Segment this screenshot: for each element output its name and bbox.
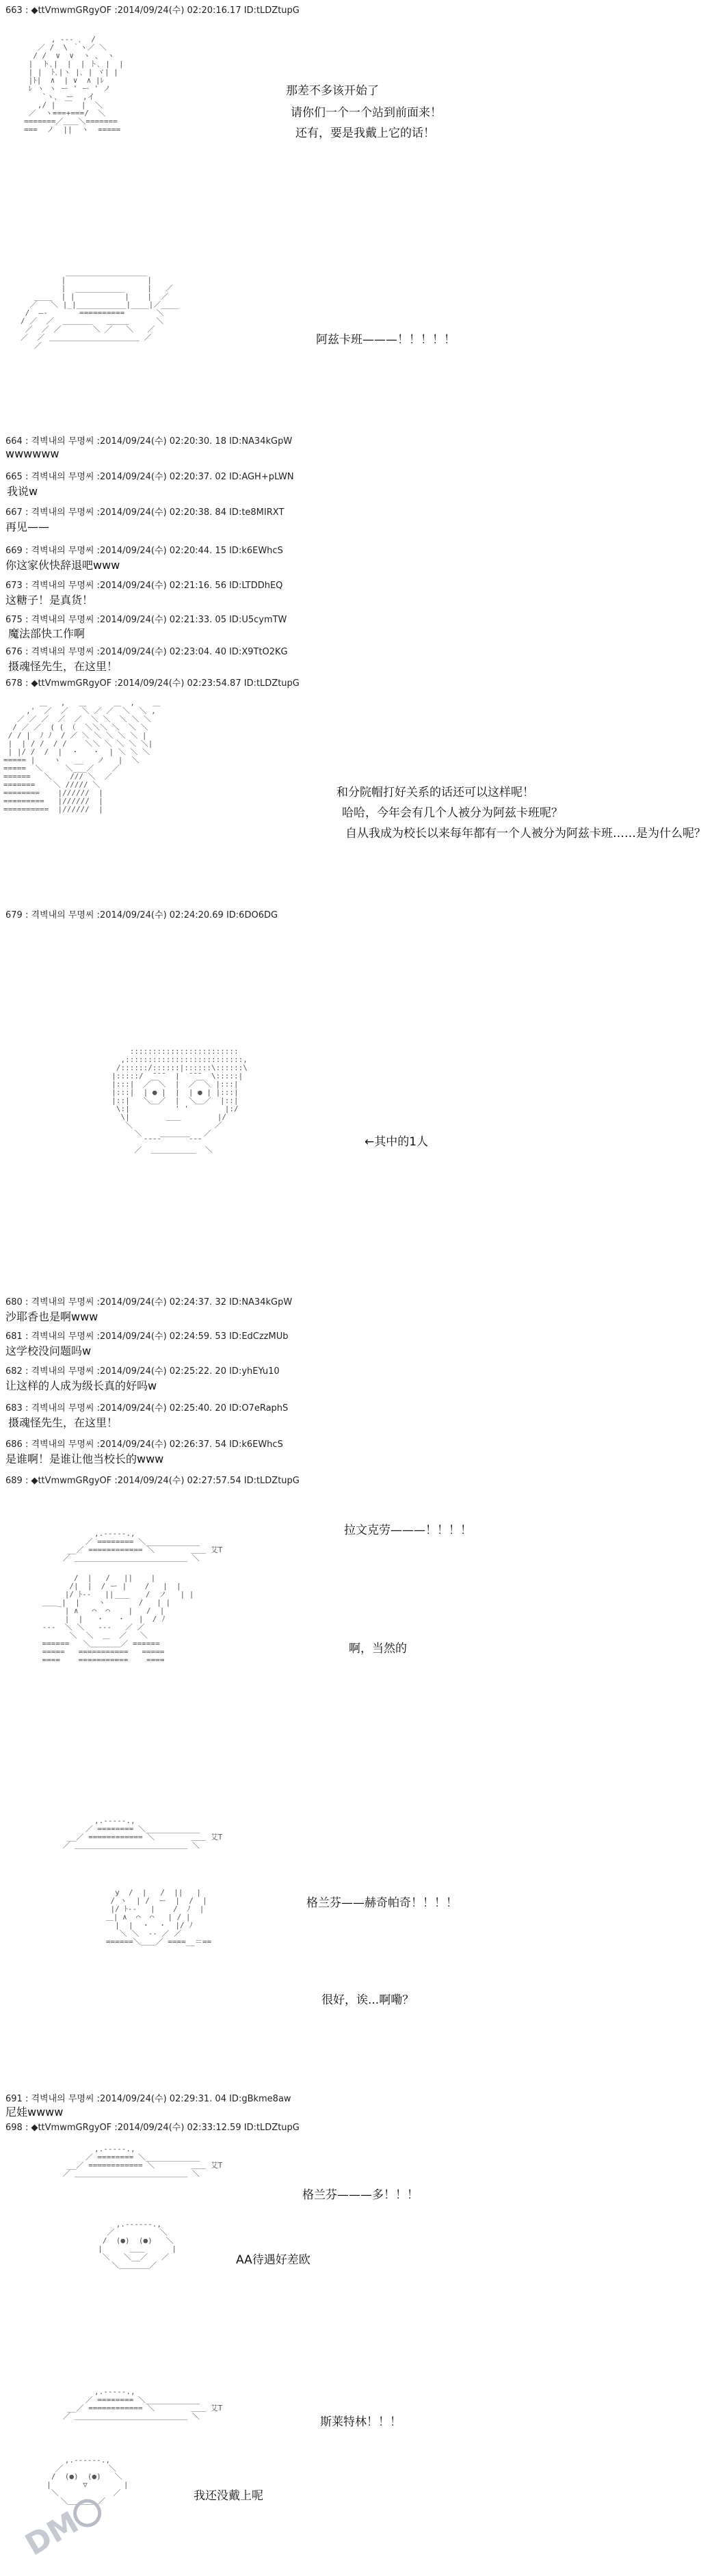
dialogue-hat-friends: 和分院帽打好关系的话还可以这样呢！ xyxy=(336,786,534,799)
ascii-art-character: , -‐‐ ､ / ／ / \ ｀ヽ／ ＼ / / ∨ ∨ ヽ 、 ヽ | ト､| | | ト､ | | | | ﾄ､|ヽ |､ | ヾ| | |ﾄ| ∧ | ∨ ∧ |ﾚ ﾚ ヽ ヽ ー ' ー ' ノ `ヽ、 ー ,イ ,/ | ￣ | ＼ ／ ヽ===+===/ ＼ =======／＿＿＼======= === ノ || ヽ ===== xyxy=(24,35,124,134)
post-body-683: 摄魂怪先生，在这里！ xyxy=(8,1416,118,1429)
ascii-art-blob: ,.-‐‐‐‐-., ／ ＼ / (●) (●) ＼ | ＿＿ | ＼ ＼__／ ／ ＼＿＿＿＿／ xyxy=(98,2220,176,2270)
ascii-art-hat: __________________ | | | ___________ | ／ ____ | | | | ／ ／ ＼ |_|___________|____|／____ / ―‐ ========== ＼ / ／ ／ ＿＿＿＿ ＿＿＿ ＼ ／ ／ ／ ＼ ／ ＼ ／ ／ ／ ＿＿＿＿＿＿＿＿＿＿＿＿ ／ ／ xyxy=(21,267,179,350)
svg-text:DM: DM xyxy=(19,2505,85,2563)
ascii-art-dumbledore: ＿ , ＿ ＿ , ＿ ,' ／ ／ ＼ ／ ／ ＼ ＼ , ／ ／ ／ ／ ／ ＼ ＼ ＼ ＼ ＼ / ／ ／ ( ( （ ＼＼＼ ＼ ＼ ＼ / / | ﾉ ﾉ / ／ ＼ ＼ ＼ ＼ ＼ | | | / / / / ＼＼ ＼ ＼ ＼ ＼| | |/ / / | ・ ・ | ＼ ＼ ＼ ===== | ヽ __ ノ | ＼ ===== ＼ ＼___／ ／ ====== ＼ /// ＼ ／ ======= ＼ ///// ＼ ======== |////// | ========= |////// | ========== |////// | xyxy=(3,698,161,814)
post-header-679: 679 : 격벽내의 무명씨 :2014/09/24(수) 02:24:20.69 ID:6DO6DG xyxy=(5,910,278,920)
dialogue-gryffindor-hufflepuff: 格兰芬——赫奇帕奇！！！！ xyxy=(306,1896,458,1910)
post-body-691: 尼娃wwww xyxy=(5,2106,64,2119)
post-header-681: 681 : 격벽내의 무명씨 :2014/09/24(수) 02:24:59. 53 ID:EdCzzMUb xyxy=(5,1331,289,1342)
post-header-664: 664 : 격벽내의 무명씨 :2014/09/24(수) 02:20:30. 18 ID:NA34kGpW xyxy=(5,436,293,447)
post-body-664: wwwwww xyxy=(5,447,60,460)
post-body-665: 我说w xyxy=(7,485,38,498)
post-header-686: 686 : 격벽내의 무명씨 :2014/09/24(수) 02:26:37. 54 ID:k6EWhcS xyxy=(5,1439,283,1450)
post-body-667: 再见—— xyxy=(5,520,50,533)
post-header-689: 689 : ◆ttVmwmGRgyOF :2014/09/24(수) 02:27:57.54 ID:tLDZtupG xyxy=(5,1476,300,1486)
post-body-669: 你这家伙快辞退吧www xyxy=(5,559,120,572)
post-body-675: 魔法部快工作啊 xyxy=(8,627,85,640)
dialogue-ravenclaw: 拉文克劳———！！！！ xyxy=(344,1524,472,1537)
dialogue-azkaban: 阿兹卡班———！！！！！ xyxy=(316,333,455,347)
post-header-678: 678 : ◆ttVmwmGRgyOF :2014/09/24(수) 02:23:54.87 ID:tLDZtupG xyxy=(5,678,300,689)
ascii-art-hat-5: ,.-‐‐‐‐., ／ ======== ＼____________ __／ ============ ＼ ＿＿ 艾T ／ ＿＿＿＿＿＿＿＿＿＿＿＿＿＿＿ ＼ xyxy=(62,2387,223,2421)
post-header-667: 667 : 격벽내의 무명씨 :2014/09/24(수) 02:20:38. 84 ID:te8MIRXT xyxy=(5,507,285,518)
ascii-art-hat-2: ,.-‐‐‐‐., ／ ======== ＼____________ __／ ============ ＼ ＿＿ 艾T ／ ＿＿＿＿＿＿＿＿＿＿＿＿＿＿＿ ＼ xyxy=(62,1529,223,1563)
dialogue-of-course: 啊，当然的 xyxy=(349,1642,407,1656)
post-body-686: 是谁啊！是谁让他当校长的www xyxy=(5,1452,164,1465)
post-header-665: 665 : 격벽내의 무명씨 :2014/09/24(수) 02:20:37. 02 ID:AGH+pLWN xyxy=(5,472,294,482)
dialogue-wear-hat: 还有，要是我戴上它的话！ xyxy=(295,127,435,140)
site-logo-watermark xyxy=(5,2489,122,2564)
post-header-682: 682 : 격벽내의 무명씨 :2014/09/24(수) 02:25:22. 20 ID:yhEYu10 xyxy=(5,1366,280,1377)
dialogue-one-of-them: ←其中的1人 xyxy=(365,1135,429,1149)
dialogue-slytherin: 斯莱特林！！！ xyxy=(320,2415,401,2429)
ascii-art-student-2: y / | / || | / ヽ | / ー | / | |/ ﾄ-‐ | / ﾉ | ＿| ∧ ⌒ ⌒ | / | | | ・ ・ |/ ﾉ ＼ ＼ ‐‐ ／ ／ ======＼＿＿／ ====__＝== xyxy=(105,1888,212,1946)
post-body-682: 让这样的人成为级长真的好吗w xyxy=(5,1379,157,1392)
ascii-art-hat-3: ,.-‐‐‐‐., ／ ======== ＼____________ __／ ============ ＼ ＿＿ 艾T ／ ＿＿＿＿＿＿＿＿＿＿＿＿＿＿＿ ＼ xyxy=(62,1816,223,1850)
dialogue-how-many: 哈哈，今年会有几个人被分为阿兹卡班呢？ xyxy=(342,806,563,820)
post-header-683: 683 : 격벽내의 무명씨 :2014/09/24(수) 02:25:40. 20 ID:O7eRaphS xyxy=(5,1403,289,1413)
dialogue-gryffindor: 格兰芬———多！！！ xyxy=(302,2188,419,2202)
post-header-675: 675 : 격벽내의 무명씨 :2014/09/24(수) 02:21:33. 05 ID:U5cymTW xyxy=(5,615,287,625)
dialogue-not-yet: 我还没戴上呢 xyxy=(194,2489,263,2503)
post-header-673: 673 : 격벽내의 무명씨 :2014/09/24(수) 02:21:16. 56 ID:LTDDhEQ xyxy=(5,581,283,591)
ascii-art-student: / | / || | /| | / ー | / | | |/ ﾄ-‐ || / ノ | | ＿＿_| | ヽ ￣￣ / | | | ∧ ⌒ ⌒ | / | | | ・ ・ | / ﾉ -‐‐ ＼ ＼ ‐‐‐ ／ ／ ＼ ＼ ＿ ／ ＼ ====== ＼＿＿＿＿／ ====== ===== =========== ===== ==== =========== ==== xyxy=(42,1574,194,1664)
dialogue-every-year: 自从我成为校长以来每年都有一个人被分为阿兹卡班……是为什么呢？ xyxy=(345,827,706,840)
post-body-676: 摄魂怪先生，在这里！ xyxy=(8,660,118,673)
post-body-681: 这学校没问题吗w xyxy=(5,1344,92,1357)
post-header-691: 691 : 격벽내의 무명씨 :2014/09/24(수) 02:29:31. 04 ID:gBkme8aw xyxy=(5,2094,291,2104)
post-body-680: 沙耶香也是啊www xyxy=(5,1310,98,1323)
ascii-art-girl: :::::::::::::::::::::::: ,::::::::::::::::::::::::::, /::::::/::::::|::::::\::::::\ |:::::/ ¯¯¯ | ¯¯¯ \:::::| |:::| ／￣＼ | ／￣＼ |:::| |:::| | ● | | | ● | |:::| |::| ＼＿／ | ＼＿／ |::| \:| ' ' |:/ \| ＿＿ |/ ＼ ／ ＼ ＿＿＿＿ ／ ¯¯¯¯ ¯¯¯ ／ ＿＿＿＿＿＿ ＼ xyxy=(111,1047,248,1154)
dialogue-bad-treatment: AA待遇好差欧 xyxy=(236,2253,310,2267)
post-header-680: 680 : 격벽내의 무명씨 :2014/09/24(수) 02:24:37. 32 ID:NA34kGpW xyxy=(5,1297,293,1307)
post-header-669: 669 : 격벽내의 무명씨 :2014/09/24(수) 02:20:44. 15 ID:k6EWhcS xyxy=(5,546,283,556)
post-body-673: 这糖子！是真货！ xyxy=(5,594,94,607)
dialogue-line-up: 请你们一个一个站到前面来！ xyxy=(291,106,442,120)
ascii-art-hat-4: ,.-‐‐‐‐., ／ ======== ＼____________ __／ ============ ＼ ＿＿ 艾T ／ ＿＿＿＿＿＿＿＿＿＿＿＿＿＿＿ ＼ xyxy=(62,2145,223,2178)
dialogue-very-good: 很好，诶...啊嘞？ xyxy=(321,1993,414,2007)
dialogue-start: 那差不多该开始了 xyxy=(286,84,379,98)
post-header-663: 663 : ◆ttVmwmGRgyOF :2014/09/24(수) 02:20:16.17 ID:tLDZtupG xyxy=(5,5,300,16)
post-header-676: 676 : 격벽내의 무명씨 :2014/09/24(수) 02:23:04. 40 ID:X9TtO2KG xyxy=(5,647,288,657)
ascii-art-blob-2: ,.-‐‐‐‐-., ／ ＼ / (●) (●) ＼ | ▽ | ＼ ／ ＼＿＿＿＿／ xyxy=(47,2456,129,2506)
post-header-698: 698 : ◆ttVmwmGRgyOF :2014/09/24(수) 02:33:12.59 ID:tLDZtupG xyxy=(5,2123,300,2133)
